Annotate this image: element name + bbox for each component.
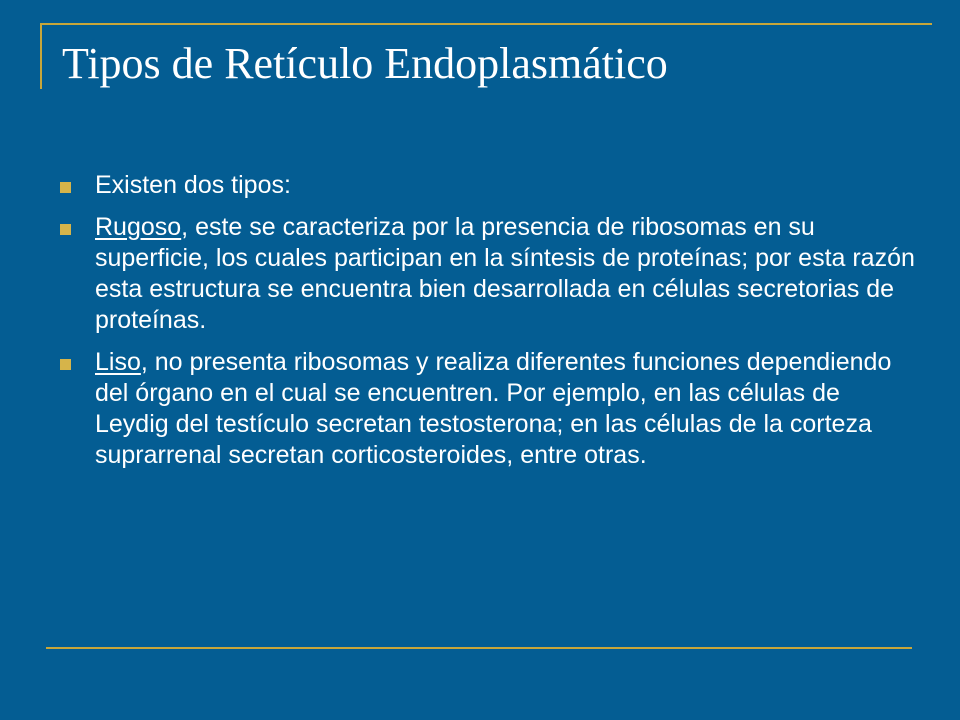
bullet-text: Existen dos tipos: <box>95 171 291 199</box>
bullet-list <box>60 170 920 482</box>
square-bullet-icon <box>60 224 71 235</box>
bullet-item-rugoso <box>60 212 920 336</box>
term-liso: Liso <box>95 348 141 376</box>
left-accent-rule <box>40 23 42 89</box>
top-accent-rule <box>42 23 932 25</box>
bullet-item-types <box>60 170 920 201</box>
square-bullet-icon <box>60 359 71 370</box>
bottom-accent-rule <box>46 647 912 649</box>
bullet-text: , este se caracteriza por la presencia de ribosomas en su superficie, los cuales participan en la síntesis de proteínas; por esta razón esta estructura se encuentra bien desarrollada en células secretorias de proteínas. <box>95 213 915 334</box>
term-rugoso: Rugoso <box>95 213 182 241</box>
square-bullet-icon <box>60 182 71 193</box>
bullet-item-liso <box>60 347 920 471</box>
slide-title: Tipos de Retículo Endoplasmático <box>62 39 668 88</box>
bullet-text: , no presenta ribosomas y realiza diferentes funciones dependiendo del órgano en el cual se encuentren. Por ejemplo, en las células de Leydig del testículo secretan testosterona; en las células de la corteza suprarrenal secretan corticosteroides, entre otras. <box>95 348 892 469</box>
